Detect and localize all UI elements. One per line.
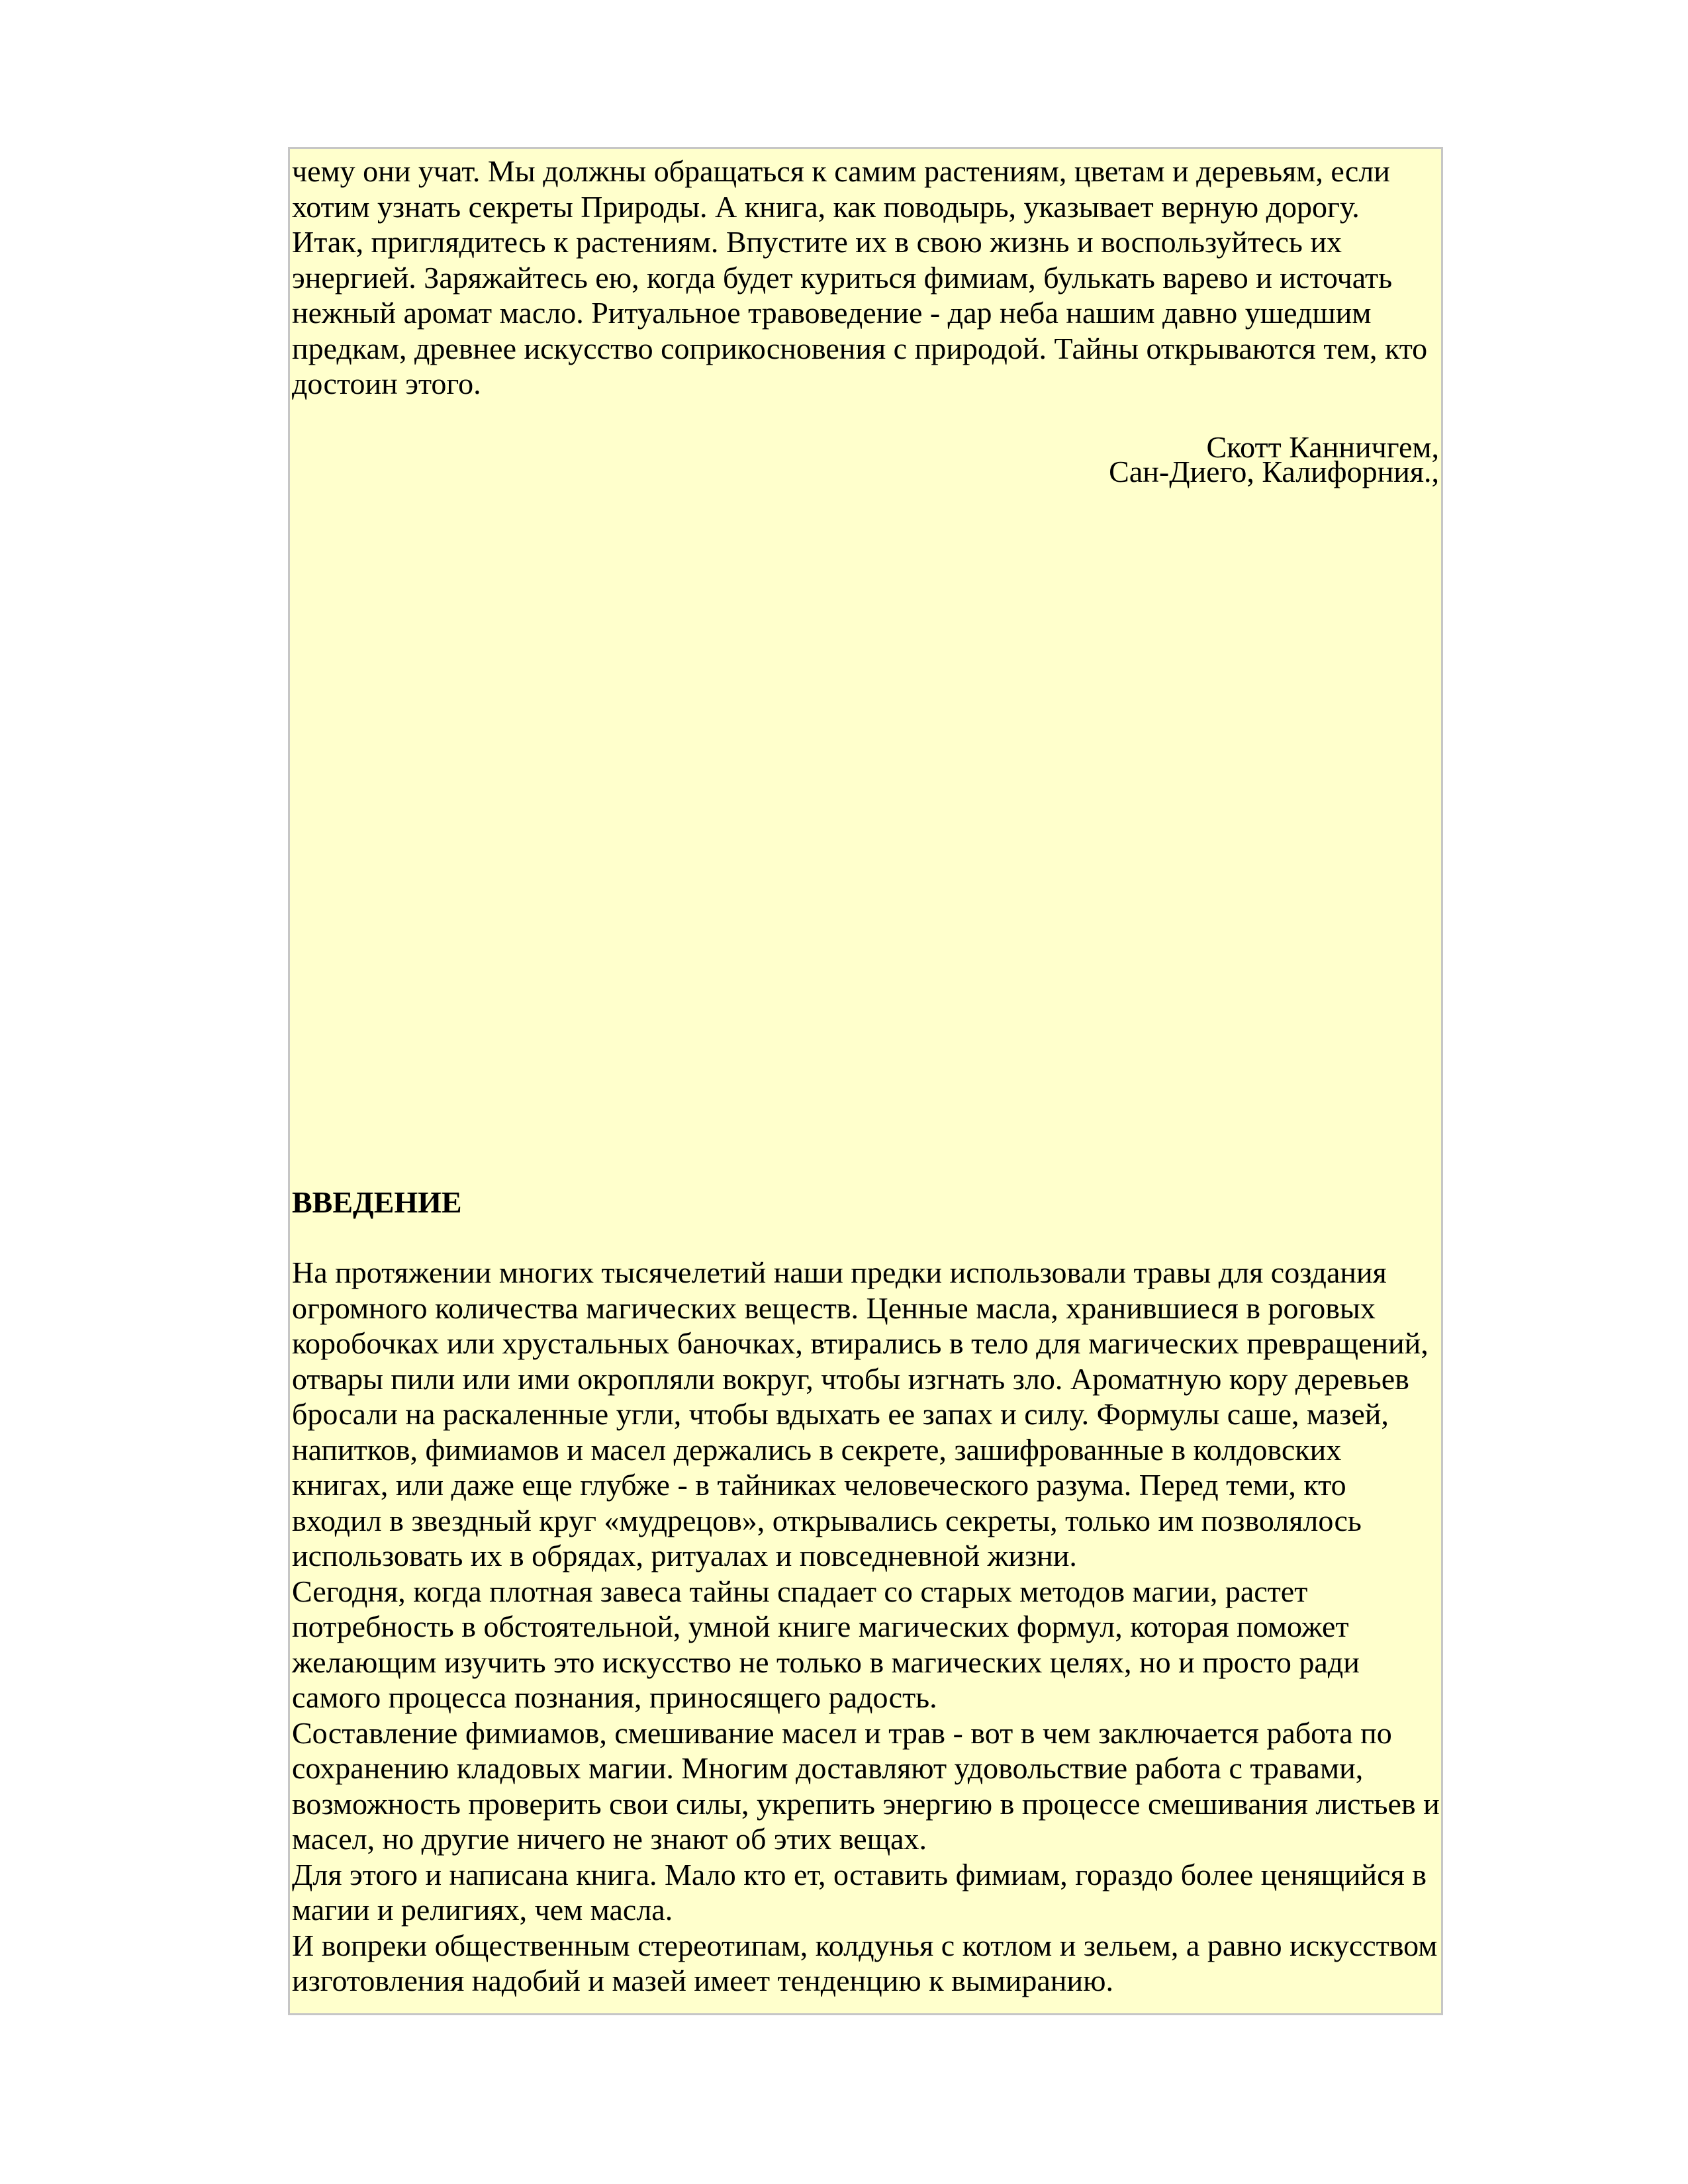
- signature-author: Скотт Канничгем,: [1206, 430, 1439, 464]
- opening-section: [290, 149, 1437, 402]
- opening-paragraph: чему они учат. Мы должны обращаться к самим растениям, цветам и деревьям, если хотим узнать секреты Природы. А книга, как поводырь, указывает верную дорогу. Итак, приглядитесь к растениям. Впустите их в свою жизнь и воспользуйтесь их энергией. Заряжайтесь ею, когда будет куриться фимиам, булькать варево и источать нежный аромат масло. Ритуальное травоведение - дар неба нашим давно ушедшим предкам, древнее искусство соприкосновения с природой. Тайны открываются тем, кто достоин этого.: [292, 154, 1428, 400]
- document-page: [288, 147, 1443, 2015]
- intro-paragraph: Сегодня, когда плотная завеса тайны спадает со старых методов магии, растет потребность в обстоятельной, умной книге магических формул, которая поможет желающим изучить это искусство не только в магических целях, но и просто ради самого процесса познания, приносящего радость.: [292, 1574, 1360, 1714]
- signature-location: Сан-Диего, Калифорния.,: [1109, 455, 1439, 488]
- intro-paragraph: И вопреки общественным стереотипам, колдунья с котлом и зельем, а равно искусством изготовления надобий и мазей имеет тенденцию к вымиранию.: [292, 1928, 1438, 1997]
- intro-paragraph: На протяжении многих тысячелетий наши предки использовали травы для создания огромного количества магических веществ. Ценные масла, хранившиеся в роговых коробочках или хрустальных баночках, втирались в тело для магических превращений, отвары пили или ими окропляли вокруг, чтобы изгнать зло. Ароматную кору деревьев бросали на раскаленные угли, чтобы вдыхать ее запах и силу. Формулы саше, мазей, напитков, фимиамов и масел держались в секрете, зашифрованные в колдовских книгах, или даже еще глубже - в тайниках человеческого разума. Перед теми, кто входил в звездный круг «мудрецов», открывались секреты, только им позволялось использовать их в обрядах, ритуалах и повседневной жизни.: [292, 1255, 1429, 1572]
- intro-paragraph: Составление фимиамов, смешивание масел и трав - вот в чем заключается работа по сохранению кладовых магии. Многим доставляют удовольствие работа с травами, возможность проверить свои силы, укрепить энергию в процессе смешивания листьев и масел, но другие ничего не знают об этих вещах.: [292, 1715, 1440, 1856]
- signature-block: [290, 430, 1439, 488]
- introduction-section: [290, 1185, 1440, 1999]
- section-heading: ВВЕДЕНИЕ: [292, 1185, 462, 1219]
- intro-paragraph: Для этого и написана книга. Мало кто ет, оставить фимиам, гораздо более ценящийся в магии и религиях, чем масла.: [292, 1857, 1427, 1927]
